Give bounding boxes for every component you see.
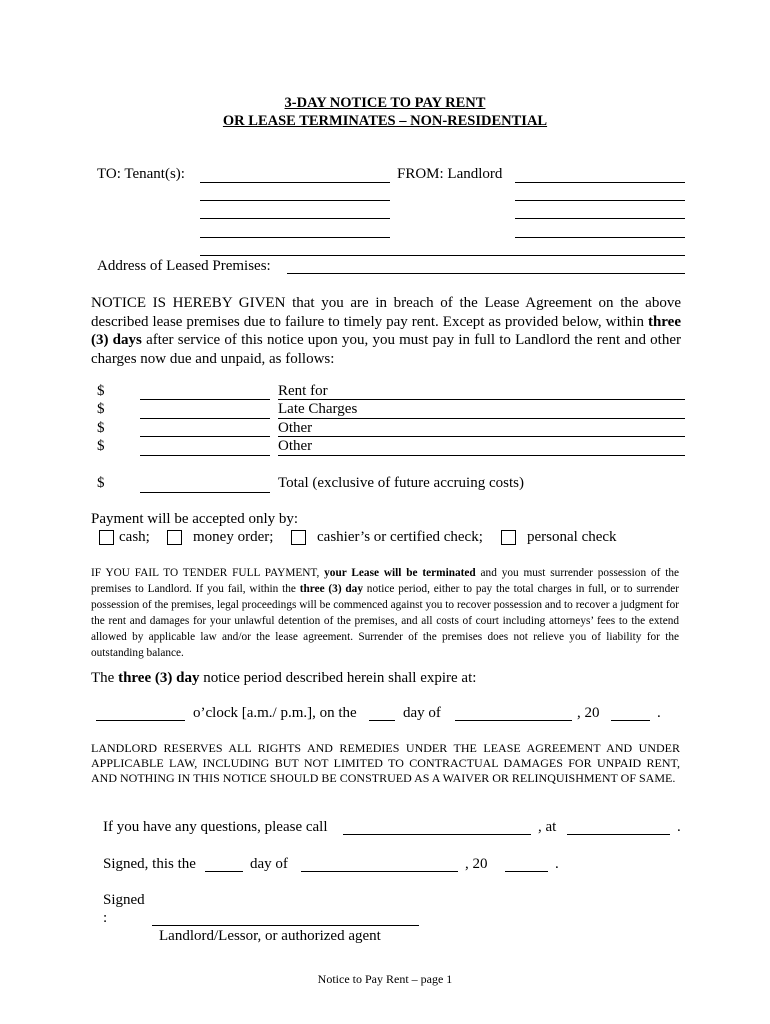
charge-label: Other <box>278 438 313 454</box>
charge-label: Late Charges <box>278 401 358 417</box>
day-of-label: day of <box>403 705 441 721</box>
from-landlord-label: FROM: Landlord <box>397 166 503 182</box>
option-cashiers-check-label: cashier’s or certified check; <box>317 529 483 545</box>
page-footer: Notice to Pay Rent – page 1 <box>317 972 453 986</box>
signed-colon: : <box>103 910 108 926</box>
warning-paragraph: IF YOU FAIL TO TENDER FULL PAYMENT, your Lease will be terminated and you must surrender possession of the premises to Landlord. If you fail, within the three (3) day notice period, either to pay the total charges in full, or to surrender possession of the premises, legal proceedings will be commenced against you to recover possession and to recover a judgment for the rent and damages for your unlawful detention of the premises, and all costs of court including attorneys’ fees to the extend allowed by applicable law and/or the lease agreement. Surrender of the premises does not relieve you of liability for the outstanding balance. <box>91 567 679 659</box>
option-cash-label: cash; <box>119 529 150 545</box>
time-line[interactable] <box>96 720 185 721</box>
amount-line-rent[interactable] <box>140 399 270 400</box>
total-label: Total (exclusive of future accruing costs) <box>278 475 524 491</box>
option-personal-check-label: personal check <box>527 529 617 545</box>
contact-name-line[interactable] <box>343 834 531 835</box>
notice-paragraph: NOTICE IS HEREBY GIVEN that you are in breach of the Lease Agreement on the above described lease premises due to failure to timely pay rent. Except as provided below, within three (3) days after service of this notice upon you, you must pay in full to Landlord the rent and other charges now due and unpaid, as follows: <box>91 295 681 367</box>
tenant-line-4[interactable] <box>200 237 390 238</box>
signature-line[interactable] <box>152 925 419 926</box>
title-line-1: 3-DAY NOTICE TO PAY RENT <box>284 95 486 111</box>
signed-period: . <box>555 856 559 872</box>
charge-label: Other <box>278 420 313 436</box>
landlord-line-4[interactable] <box>515 237 685 238</box>
month-line[interactable] <box>455 720 572 721</box>
checkbox-money-order[interactable] <box>167 530 182 545</box>
questions-period: . <box>677 819 681 835</box>
reserves-paragraph: LANDLORD RESERVES ALL RIGHTS AND REMEDIES UNDER THE LEASE AGREEMENT AND UNDER APPLICABLE LAW, INCLUDING BUT NOT LIMITED TO CONTRACTUAL DAMAGES FOR UNPAID RENT, AND NOTHING IN THIS NOTICE SHOULD BE CONSTRUED AS A WAIVER OR RELINQUISHMENT OF SAME. <box>91 741 680 785</box>
amount-line-total[interactable] <box>140 492 270 493</box>
year-prefix: , 20 <box>577 705 600 721</box>
dollar-sign: $ <box>97 401 105 417</box>
payment-label: Payment will be accepted only by: <box>91 511 299 527</box>
questions-at: , at <box>538 819 557 835</box>
to-tenants-label: TO: Tenant(s): <box>97 166 185 182</box>
description-line-other-2[interactable] <box>278 455 685 456</box>
day-number-line[interactable] <box>369 720 395 721</box>
address-label: Address of Leased Premises: <box>97 258 271 274</box>
contact-phone-line[interactable] <box>567 834 670 835</box>
signed-year-line[interactable] <box>505 871 548 872</box>
dollar-sign: $ <box>97 383 105 399</box>
signed-this-label: Signed, this the <box>103 856 196 872</box>
dollar-sign-total: $ <box>97 475 105 491</box>
signed-year-prefix: , 20 <box>465 856 488 872</box>
description-line-rent[interactable] <box>278 399 685 400</box>
landlord-line-2[interactable] <box>515 200 685 201</box>
oclock-label: o’clock [a.m./ p.m.], on the <box>193 705 357 721</box>
charge-label: Rent for <box>278 383 328 399</box>
signer-label: Landlord/Lessor, or authorized agent <box>159 928 381 944</box>
option-money-order-label: money order; <box>193 529 274 545</box>
title-line-2: OR LEASE TERMINATES – NON-RESIDENTIAL <box>222 113 548 129</box>
dollar-sign: $ <box>97 420 105 436</box>
checkbox-cashiers-check[interactable] <box>291 530 306 545</box>
amount-line-other-1[interactable] <box>140 436 270 437</box>
signed-day-line[interactable] <box>205 871 243 872</box>
amount-line-late[interactable] <box>140 418 270 419</box>
signed-label: Signed <box>103 892 145 908</box>
landlord-line-1[interactable] <box>515 182 685 183</box>
description-line-late[interactable] <box>278 418 685 419</box>
checkbox-cash[interactable] <box>99 530 114 545</box>
year-line[interactable] <box>611 720 650 721</box>
signed-day-of: day of <box>250 856 288 872</box>
amount-line-other-2[interactable] <box>140 455 270 456</box>
tenant-line-3[interactable] <box>200 218 390 219</box>
party-line-5[interactable] <box>200 255 685 256</box>
tenant-line-2[interactable] <box>200 200 390 201</box>
signed-month-line[interactable] <box>301 871 458 872</box>
tenant-line-1[interactable] <box>200 182 390 183</box>
time-line-period: . <box>657 705 661 721</box>
questions-label: If you have any questions, please call <box>103 819 328 835</box>
address-line[interactable] <box>287 273 685 274</box>
expire-sentence: The three (3) day notice period described herein shall expire at: <box>91 670 477 686</box>
dollar-sign: $ <box>97 438 105 454</box>
description-line-other-1[interactable] <box>278 436 685 437</box>
checkbox-personal-check[interactable] <box>501 530 516 545</box>
landlord-line-3[interactable] <box>515 218 685 219</box>
